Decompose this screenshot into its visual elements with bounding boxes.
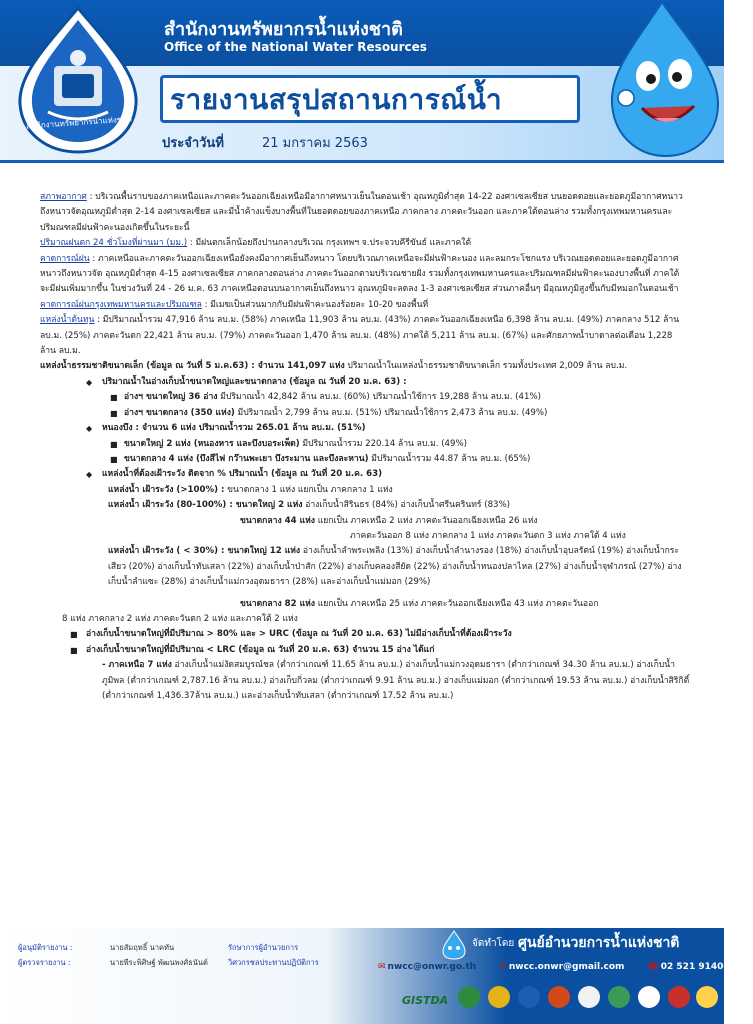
watch-mid-medium-cont: ภาคตะวันออก 8 แห่ง ภาคกลาง 1 แห่ง ภาคตะวันตก 3 แห่ง ภาคใต้ 4 แห่ง <box>350 530 626 541</box>
swamp-medium-label: ขนาดกลาง 4 แห่ง (บึงสีไฟ กว๊านพะเยา บึงระมาน และบึงละหาน) <box>124 453 369 464</box>
watch-high-label: แหล่งน้ำ เฝ้าระวัง (>100%) : <box>108 484 225 495</box>
watch-low-medium-text: แยกเป็น ภาคเหนือ 25 แห่ง ภาคตะวันออกเฉียงเหนือ 43 แห่ง ภาคตะวันออก <box>315 598 599 609</box>
watch-mid-medium-text: แยกเป็น ภาคเหนือ 2 แห่ง ภาคตะวันออกเฉียงเหนือ 26 แห่ง <box>315 515 538 526</box>
report-date: 21 มกราคม 2563 <box>262 136 368 151</box>
swamp-large-label: ขนาดใหญ่ 2 แห่ง (หนองหาร และบึงบอระเพ็ด) <box>124 438 300 449</box>
forecast-text: : ภาคเหนือและภาคตะวันออกเฉียงเหนือยังคงมีอากาศเย็นถึงหนาว โดยบริเวณภาคเหนือจะมีฝนฟ้าคะนอง และลมกระโชกแรง บริเวณยอดดอยและยอดภูมีอากาศหนาวถึงหนาวจัด อุณหภูมิต่ำสุด 4-15 องศาเซลเซียส ภาคกลางตอนล่าง ภาคตะวันออกตามบริเวณชายฝั่ง รวมทั้งกรุงเทพมหานครและปริมณฑลมีฝนฟ้าคะนองบางพื้นที่ ภาคใต้ จะมีฝนเพิ่มมากขึ้น ในช่วงวันที่ 24 - 26 ม.ค. 63 ภาคเหนือตอนบนอากาศเย็นถึงหนาว อุณหภูมิจะลดลง 1-3 องศาเซลเซียส ส่วนภาคอื่นๆ มีอุณหภูมิสูงขึ้นกับมีหมอกในตอนเช้า <box>40 253 680 295</box>
weather-text: : บริเวณพื้นราบของภาคเหนือและภาคตะวันออกเฉียงเหนือมีอากาศหนาวเย็นในตอนเช้า อุณหภูมิต่ำสุด 14-22 องศาเซลเซียส บนยอดดอยและยอดภูมีอากาศหนาวถึงหนาวจัดอุณหภูมิต่ำสุด 2-14 องศาเซลเซียส และมีน้ำค้างแข็งบางพื้นที่ในยอดดอยของภาคเหนือ ภาคกลาง ภาคตะวันออก และภาคใต้ตอนล่าง รวมทั้งกรุงเทพมหานครและปริมณฑลมีฝนฟ้าคะนองเกิดขึ้นในระยะนี้ <box>40 192 683 233</box>
lrc-north <box>40 658 690 704</box>
watch-low-medium-cont: 8 แห่ง ภาคกลาง 2 แห่ง ภาคตะวันตก 2 แห่ง และภาคใต้ 2 แห่ง <box>62 613 298 624</box>
watch-low-large: ขนาดใหญ่ 12 แห่ง <box>224 546 301 557</box>
footer-drop-icon <box>440 930 468 960</box>
watch-mid-medium-label: ขนาดกลาง 44 แห่ง <box>240 515 315 526</box>
checker-dept: วิศวกรชลประทานปฏิบัติการ <box>228 958 319 967</box>
date-label: ประจำวันที่ <box>162 136 224 151</box>
email1: nwcc@onwr.go.th <box>387 962 477 972</box>
watch-mid-medium <box>40 514 690 529</box>
watch-high-text: ขนาดกลาง 1 แห่ง แยกเป็น ภาคกลาง 1 แห่ง <box>224 484 393 495</box>
reservoir-large-label: อ่างฯ ขนาดใหญ่ 36 อ่าง <box>124 392 218 403</box>
small-source-text: ปริมาณน้ำในแหล่งน้ำธรรมชาติขนาดเล็ก รวมทั้งประเทศ 2,009 ล้าน ลบ.ม. <box>344 361 628 372</box>
watch-mid-text: อ่างเก็บน้ำสิรินธร (84%) อ่างเก็บน้ำศรีนครินทร์ (83%) <box>302 500 511 511</box>
checker-key: ผู้ตรวจรายงาน : <box>18 958 71 967</box>
partner-logo-2 <box>488 986 510 1008</box>
rain24-label: ปริมาณฝนตก 24 ชั่วโมงที่ผ่านมา (มม.) <box>40 238 188 249</box>
approver-row <box>18 940 319 955</box>
forecast-paragraph <box>40 252 690 298</box>
mail-icon: ✉ <box>378 962 386 972</box>
bkk-paragraph <box>40 298 690 313</box>
checker-row <box>18 955 319 970</box>
partner-logo-6 <box>608 986 630 1008</box>
watch-high <box>40 483 690 498</box>
phone-contact[interactable] <box>648 962 744 972</box>
reservoir-medium-text: มีปริมาณน้ำ 2,799 ล้าน ลบ.ม. (51%) ปริมาณน้ำใช้การ 2,473 ล้าน ลบ.ม. (49%) <box>234 407 548 418</box>
small-source-title: แหล่งน้ำธรรมชาติขนาดเล็ก (ข้อมูล ณ วันที่ 5 ม.ค.63) : จำนวน 141,097 แห่ง <box>40 361 345 372</box>
urc-high-line: ■ อ่างเก็บน้ำขนาดใหญ่ที่มีปริมาณ > 80% และ > URC (ข้อมูล ณ วันที่ 20 ม.ค. 63) ไม่มีอ่างเก็บน้ำที่ต้องเฝ้าระวัง <box>40 627 690 642</box>
partner-logo-3 <box>518 986 540 1008</box>
weather-paragraph <box>40 190 690 236</box>
reservoir-medium-label: อ่างฯ ขนาดกลาง (350 แห่ง) <box>124 407 235 418</box>
report-body <box>40 190 690 704</box>
seal-caption: สำนักงานทรัพยากรน้ำแห่งชาติ <box>25 114 133 131</box>
source-label: แหล่งน้ำต้นทุน <box>40 315 95 326</box>
watch-title: ◆ แหล่งน้ำที่ต้องเฝ้าระวัง ติดจาก % ปริมาณน้ำ (ข้อมูล ณ วันที่ 20 ม.ค. 63) <box>40 467 690 482</box>
approver-key: ผู้อนุมัติรายงาน : <box>18 943 73 952</box>
org-name-thai: สำนักงานทรัพยากรน้ำแห่งชาติ <box>164 19 403 40</box>
approver-name: นายสัมฤทธิ์ นาคทัน <box>110 943 175 952</box>
swamp-title: ◆ หนองบึง : จำนวน 6 แห่ง ปริมาณน้ำรวม 265.01 ล้าน ลบ.ม. (51%) <box>40 421 690 436</box>
approver-dept: รักษาการผู้อำนวยการ <box>228 943 299 952</box>
report-header <box>0 0 724 162</box>
lrc-north-label: - ภาคเหนือ 7 แห่ง <box>102 660 172 671</box>
contact-line <box>378 962 734 972</box>
watch-mid-label: แหล่งน้ำ เฝ้าระวัง (80-100%) : <box>108 500 233 511</box>
source-text: : มีปริมาณน้ำรวม 47,916 ล้าน ลบ.ม. (58%) ภาคเหนือ 11,903 ล้าน ลบ.ม. (43%) ภาคตะวันออกเฉียงเหนือ 6,398 ล้าน ลบ.ม. (49%) ภาคกลาง 512 ล้าน ลบ.ม. (25%) ภาคตะวันตก 22,421 ล้าน ลบ.ม. (79%) ภาคตะวันออก 1,470 ล้าน ลบ.ม. (48%) ภาคใต้ 5,211 ล้าน ลบ.ม. (67%) และศักยภาพน้ำบาดาลต่อเดือน 1,228 ล้าน ลบ.ม. <box>40 315 680 357</box>
watch-low-text: อ่างเก็บน้ำลำพระเพลิง (13%) อ่างเก็บน้ำลำนางรอง (18%) อ่างเก็บน้ำอุบลรัตน์ (19%) อ่างเก็บน้ำกระเสียว (20%) อ่างเก็บน้ำทับเสลา (22%) อ่างเก็บน้ำป่าสัก (22%) อ่างเก็บคลองสียัด (22%) อ่างเก็บน้ำหนองปลาไหล (27%) อ่างเก็บน้ำจุฬาภรณ์ (27%) อ่างเก็บน้ำลำแซะ (28%) อ่างเก็บน้ำแม่กวงอุดมธารา (28%) และอ่างเก็บน้ำแม่มอก (29%) <box>108 546 682 588</box>
reservoir-large-text: มีปริมาณน้ำ 42,842 ล้าน ลบ.ม. (60%) ปริมาณน้ำใช้การ 19,288 ล้าน ลบ.ม. (41%) <box>217 392 541 403</box>
reservoir-title: ◆ ปริมาณน้ำในอ่างเก็บน้ำขนาดใหญ่และขนาดกลาง (ข้อมูล ณ วันที่ 20 ม.ค. 63) : <box>40 375 690 390</box>
watch-low-medium-label: ขนาดกลาง 82 แห่ง <box>240 598 315 609</box>
gistda-logo: GISTDA <box>402 994 449 1007</box>
partner-logos <box>380 986 720 1020</box>
email2: nwcc.onwr@gmail.com <box>508 962 625 972</box>
rain24-paragraph <box>40 236 690 251</box>
water-drop-mascot-icon <box>590 0 724 160</box>
signatories <box>18 940 319 970</box>
bkk-label: คาดการณ์ฝนกรุงเทพมหานครและปริมณฑล <box>40 299 202 310</box>
watch-mid <box>40 498 690 513</box>
report-title: รายงานสรุปสถานการณ์น้ำ <box>170 83 503 116</box>
header-divider <box>0 160 724 163</box>
partner-logo-8 <box>668 986 690 1008</box>
forecast-label: คาดการณ์ฝน <box>40 253 90 264</box>
watch-low-label: แหล่งน้ำ เฝ้าระวัง ( < 30%) : <box>108 546 225 557</box>
small-source-paragraph <box>40 359 690 374</box>
watch-low <box>40 544 690 590</box>
report-footer <box>0 928 734 1024</box>
phone-icon: ☎ <box>647 962 659 972</box>
reservoir-large <box>40 390 690 405</box>
phone: 02 521 9140-8 <box>660 962 734 972</box>
swamp-medium <box>40 452 690 467</box>
swamp-large <box>40 437 690 452</box>
bkk-text: : มีเมฆเป็นส่วนมากกับมีฝนฟ้าคะนองร้อยละ 10-20 ของพื้นที่ <box>201 299 429 310</box>
partner-logo-9 <box>696 986 718 1008</box>
email1-contact[interactable] <box>378 962 486 972</box>
partner-logo-7 <box>638 986 660 1008</box>
rain24-text: : มีฝนตกเล็กน้อยถึงปานกลางบริเวณ กรุงเทพฯ จ.ประจวบคีรีขันธ์ และภาคใต้ <box>187 238 472 249</box>
org-name-english: Office of the National Water Resources <box>164 40 427 54</box>
weather-label: สภาพอากาศ <box>40 192 87 202</box>
made-by-value: ศูนย์อำนวยการน้ำแห่งชาติ <box>518 935 680 951</box>
reservoir-medium <box>40 406 690 421</box>
swamp-large-text: มีปริมาณน้ำรวม 220.14 ล้าน ลบ.ม. (49%) <box>299 438 468 449</box>
checker-name: นายพีระพิศิษฐ์ พัฒนพงศ์ธนันต์ <box>110 958 208 967</box>
watch-low-medium <box>40 597 690 612</box>
partner-logo-1 <box>458 986 480 1008</box>
lrc-north-text: อ่างเก็บน้ำแม่งัดสมบูรณ์ชล (ต่ำกว่าเกณฑ์ 11.65 ล้าน ลบ.ม.) อ่างเก็บน้ำแม่กวงอุดมธารา (ต่ำกว่าเกณฑ์ 34.30 ล้าน ลบ.ม.) อ่างเก็บน้ำภูมิพล (ต่ำกว่าเกณฑ์ 2,787.16 ล้าน ลบ.ม.) อ่างเก็บกิ่วลม (ต่ำกว่าเกณฑ์ 9.91 ล้าน ลบ.ม.) อ่างเก็บแม่มอก (ต่ำกว่าเกณฑ์ 19.53 ล้าน ลบ.ม.) อ่างเก็บน้ำสิริกิติ์ (ต่ำกว่าเกณฑ์ 1,436.37ล้าน ลบ.ม.) และอ่างเก็บน้ำทับเสลา (ต่ำกว่าเกณฑ์ 17.52 ล้าน ลบ.ม.) <box>102 660 690 701</box>
email2-contact[interactable] <box>499 962 634 972</box>
made-by-label: จัดทำโดย : <box>472 938 521 949</box>
source-paragraph <box>40 313 690 359</box>
lrc-title: ■ อ่างเก็บน้ำขนาดใหญ่ที่มีปริมาณ < LRC (ข้อมูล ณ วันที่ 20 ม.ค. 63) จำนวน 15 อ่าง ได้แก่ <box>40 643 690 658</box>
watch-mid-large: ขนาดใหญ่ 2 แห่ง <box>232 500 303 511</box>
swamp-medium-text: มีปริมาณน้ำรวม 44.87 ล้าน ลบ.ม. (65%) <box>368 453 531 464</box>
mail-icon: ✉ <box>499 962 507 972</box>
partner-logo-4 <box>548 986 570 1008</box>
partner-logo-5 <box>578 986 600 1008</box>
